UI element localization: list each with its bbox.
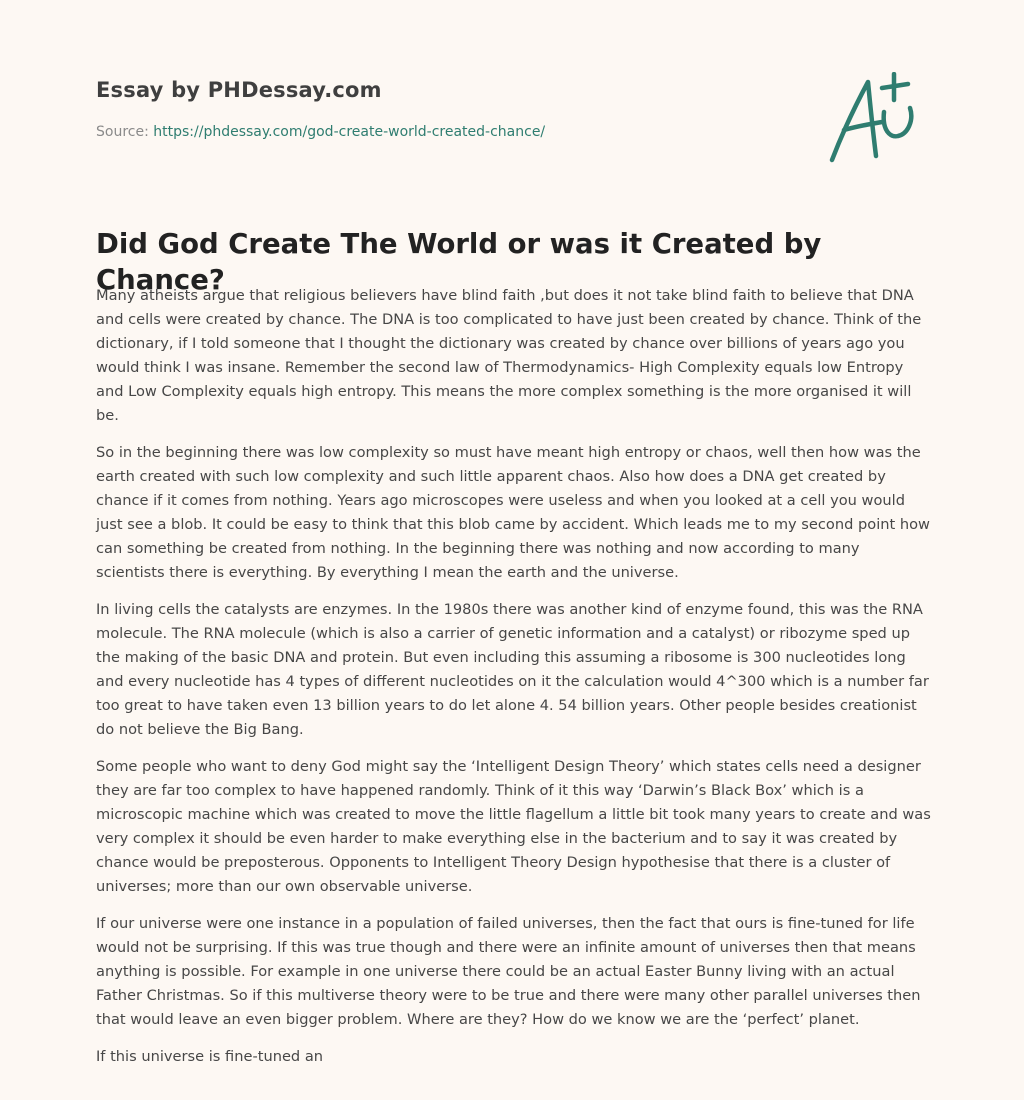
essay-paragraph: So in the beginning there was low complexity so must have meant high entropy or chaos, well then how was the earth created with such low complexity and such little apparent chaos. Also how does a DNA get created by chance if it comes from nothing. Years ago microscopes were useless and when you looked at a cell you would just see a blob. It could be easy to think that this blob came by accident. Which leads me to my second point how can something be created from nothing. In the beginning there was nothing and now according to many scientists there is everything. By everything I mean the earth and the universe. [96, 444, 930, 581]
essay-paragraph: If our universe were one instance in a population of failed universes, then the fact that ours is fine-tuned for life would not be surprising. If this was true though and there were an infinite amount of universes then that means anything is possible. For example in one universe there could be an actual Easter Bunny living with an actual Father Christmas. So if this multiverse theory were to be true and there were many other parallel universes then that would leave an even bigger problem. Where are they? How do we know we are the ‘perfect’ planet. [96, 915, 921, 1028]
source-line [96, 124, 545, 140]
essay-body [96, 284, 932, 1082]
a-plus-logo-icon [824, 72, 924, 164]
essay-paragraph: If this universe is fine-tuned an [96, 1048, 324, 1065]
essay-title: Did God Create The World or was it Created by Chance? [96, 228, 822, 296]
essay-paragraph: In living cells the catalysts are enzymes. In the 1980s there was another kind of enzyme found, this was the RNA molecule. The RNA molecule (which is also a carrier of genetic information and a catalyst) or ribozyme sped up the making of the basic DNA and protein. But even including this assuming a ribosome is 300 nucleotides long and every nucleotide has 4 types of different nucleotides on it the calculation would 4^300 which is a number far too great to have taken even 13 billion years to do let alone 4. 54 billion years. Other people besides creationist do not believe the Big Bang. [96, 601, 929, 738]
essay-header [96, 72, 926, 182]
essay-paragraph: Many atheists argue that religious believers have blind faith ,but does it not take blind faith to believe that DNA and cells were created by chance. The DNA is too complicated to have just been created by chance. Think of the dictionary, if I told someone that I thought the dictionary was created by chance over billions of years ago you would think I was insane. Remember the second law of Thermodynamics- High Complexity equals low Entropy and Low Complexity equals high entropy. This means the more complex something is the more organised it will be. [96, 287, 922, 424]
brand-title: Essay by PHDessay.com [96, 78, 382, 102]
source-link[interactable]: https://phdessay.com/god-create-world-created-chance/ [153, 124, 546, 140]
essay-paragraph: Some people who want to deny God might say the ‘Intelligent Design Theory’ which states cells need a designer they are far too complex to have happened randomly. Think of it this way ‘Darwin’s Black Box’ which is a microscopic machine which was created to move the little flagellum a little bit took many years to create and was very complex it should be even harder to make everything else in the bacterium and to say it was created by chance would be preposterous. Opponents to Intelligent Theory Design hypothesise that there is a cluster of universes; more than our own observable universe. [96, 758, 931, 895]
source-label: Source: [96, 124, 149, 140]
